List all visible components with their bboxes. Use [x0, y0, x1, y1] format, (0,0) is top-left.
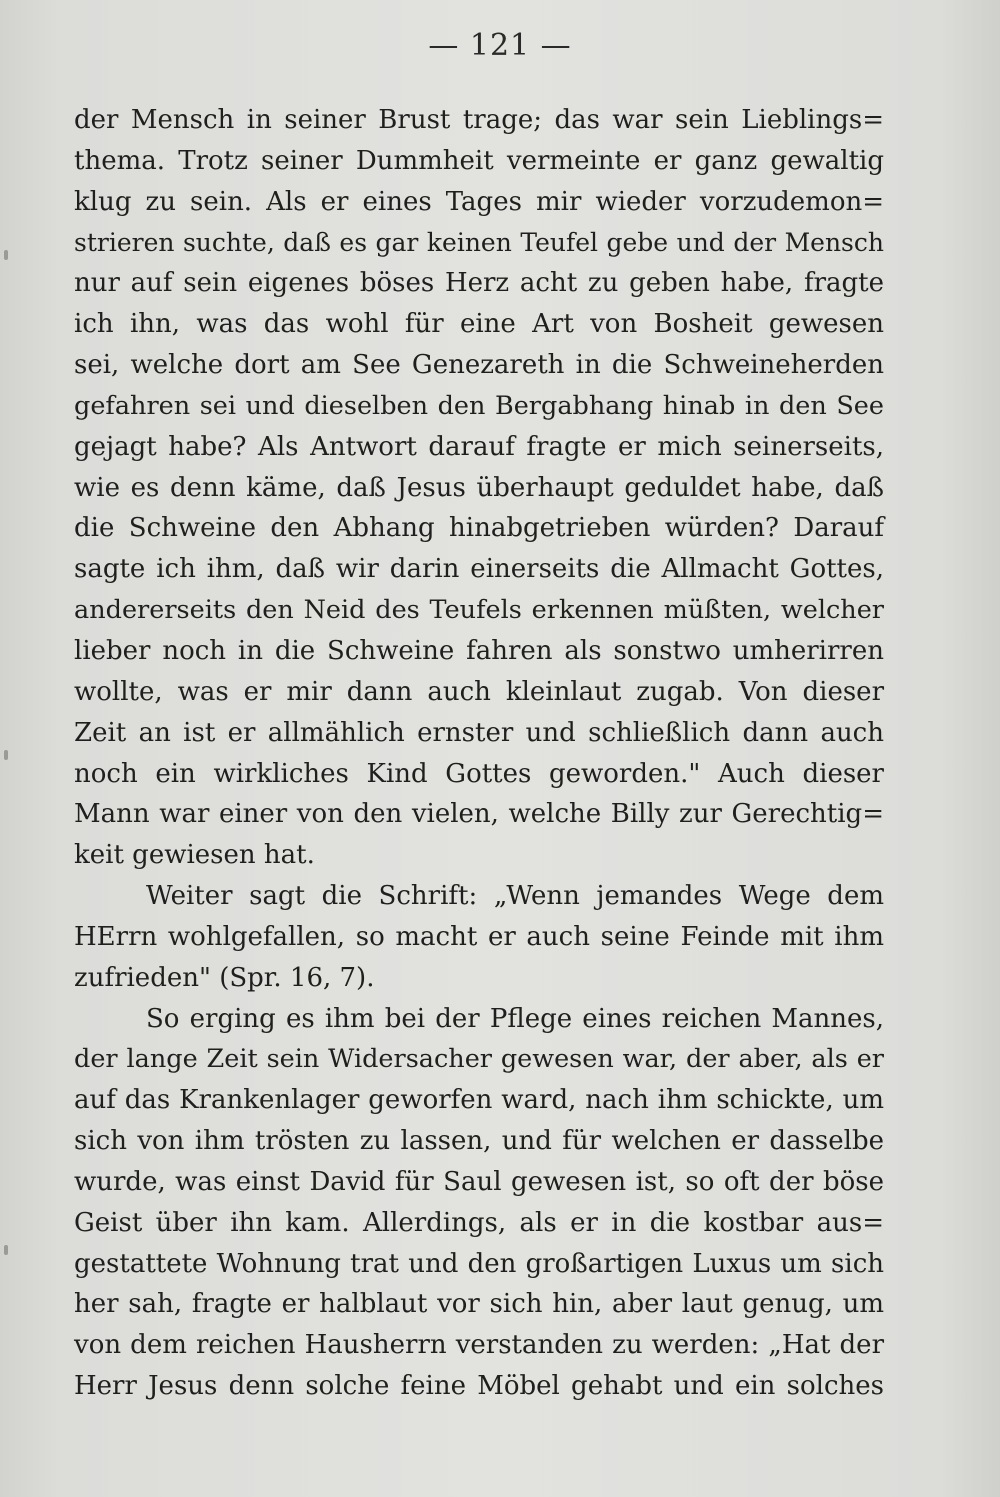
text-line: sagte ich ihm, daß wir darin einerseits die Allmacht Gottes,: [74, 554, 884, 585]
text-line: HErrn wohlgefallen, so macht er auch seine Feinde mit ihm: [74, 921, 884, 952]
text-line: der lange Zeit sein Widersacher gewesen war, der aber, als er: [74, 1044, 884, 1075]
text-line: wie es denn käme, daß Jesus überhaupt geduldet habe, daß: [74, 472, 884, 503]
text-line: gestattete Wohnung trat und den großartigen Luxus um sich: [74, 1248, 884, 1279]
text-line: sei, welche dort am See Genezareth in die Schweineherden: [74, 350, 884, 381]
text-line: Geist über ihn kam. Allerdings, als er in die kostbar aus=: [74, 1207, 884, 1238]
text-line: Zeit an ist er allmählich ernster und schließlich dann auch: [74, 717, 884, 748]
text-line: keit gewiesen hat.: [74, 840, 315, 871]
binding-mark: [4, 750, 8, 760]
text-line: wollte, was er mir dann auch kleinlaut zugab. Von dieser: [74, 676, 884, 707]
binding-mark: [4, 250, 8, 260]
text-line: noch ein wirkliches Kind Gottes geworden." Auch dieser: [74, 758, 884, 789]
page-number: — 121 —: [428, 28, 572, 63]
text-line: nur auf sein eigenes böses Herz acht zu geben habe, fragte: [74, 268, 884, 299]
text-line: ich ihn, was das wohl für eine Art von Bosheit gewesen: [74, 309, 884, 340]
text-line: Herr Jesus denn solche feine Möbel gehabt und ein solches: [74, 1371, 884, 1402]
text-line: Mann war einer von den vielen, welche Billy zur Gerechtig=: [74, 799, 884, 830]
text-line: der Mensch in seiner Brust trage; das war sein Lieblings=: [74, 105, 884, 135]
text-line: wurde, was einst David für Saul gewesen ist, so oft der böse: [74, 1166, 884, 1197]
text-line: von dem reichen Hausherrn verstanden zu werden: „Hat der: [74, 1330, 884, 1361]
text-line: andererseits den Neid des Teufels erkennen müßten, welcher: [74, 595, 884, 626]
text-line: gejagt habe? Als Antwort darauf fragte er mich seinerseits,: [74, 431, 884, 462]
text-line: So erging es ihm bei der Pflege eines reichen Mannes,: [146, 1003, 884, 1034]
text-line: Weiter sagt die Schrift: „Wenn jemandes Wege dem: [146, 881, 884, 912]
text-line: auf das Krankenlager geworfen ward, nach ihm schickte, um: [74, 1085, 884, 1116]
text-line: die Schweine den Abhang hinabgetrieben würden? Darauf: [74, 513, 884, 544]
text-line: sich von ihm trösten zu lassen, und für welchen er dasselbe: [74, 1126, 884, 1157]
text-line: her sah, fragte er halblaut vor sich hin, aber laut genug, um: [74, 1289, 884, 1320]
text-line: zufrieden" (Spr. 16, 7).: [74, 962, 375, 993]
text-line: lieber noch in die Schweine fahren als sonstwo umherirren: [74, 635, 884, 666]
body-text: [74, 100, 884, 1407]
text-line: strieren suchte, daß es gar keinen Teufel gebe und der Mensch: [74, 227, 884, 257]
binding-mark: [4, 1245, 8, 1255]
text-line: gefahren sei und dieselben den Bergabhang hinab in den See: [74, 390, 884, 421]
text-line: klug zu sein. Als er eines Tages mir wieder vorzudemon=: [74, 186, 884, 217]
text-line: thema. Trotz seiner Dummheit vermeinte er ganz gewaltig: [74, 145, 884, 176]
